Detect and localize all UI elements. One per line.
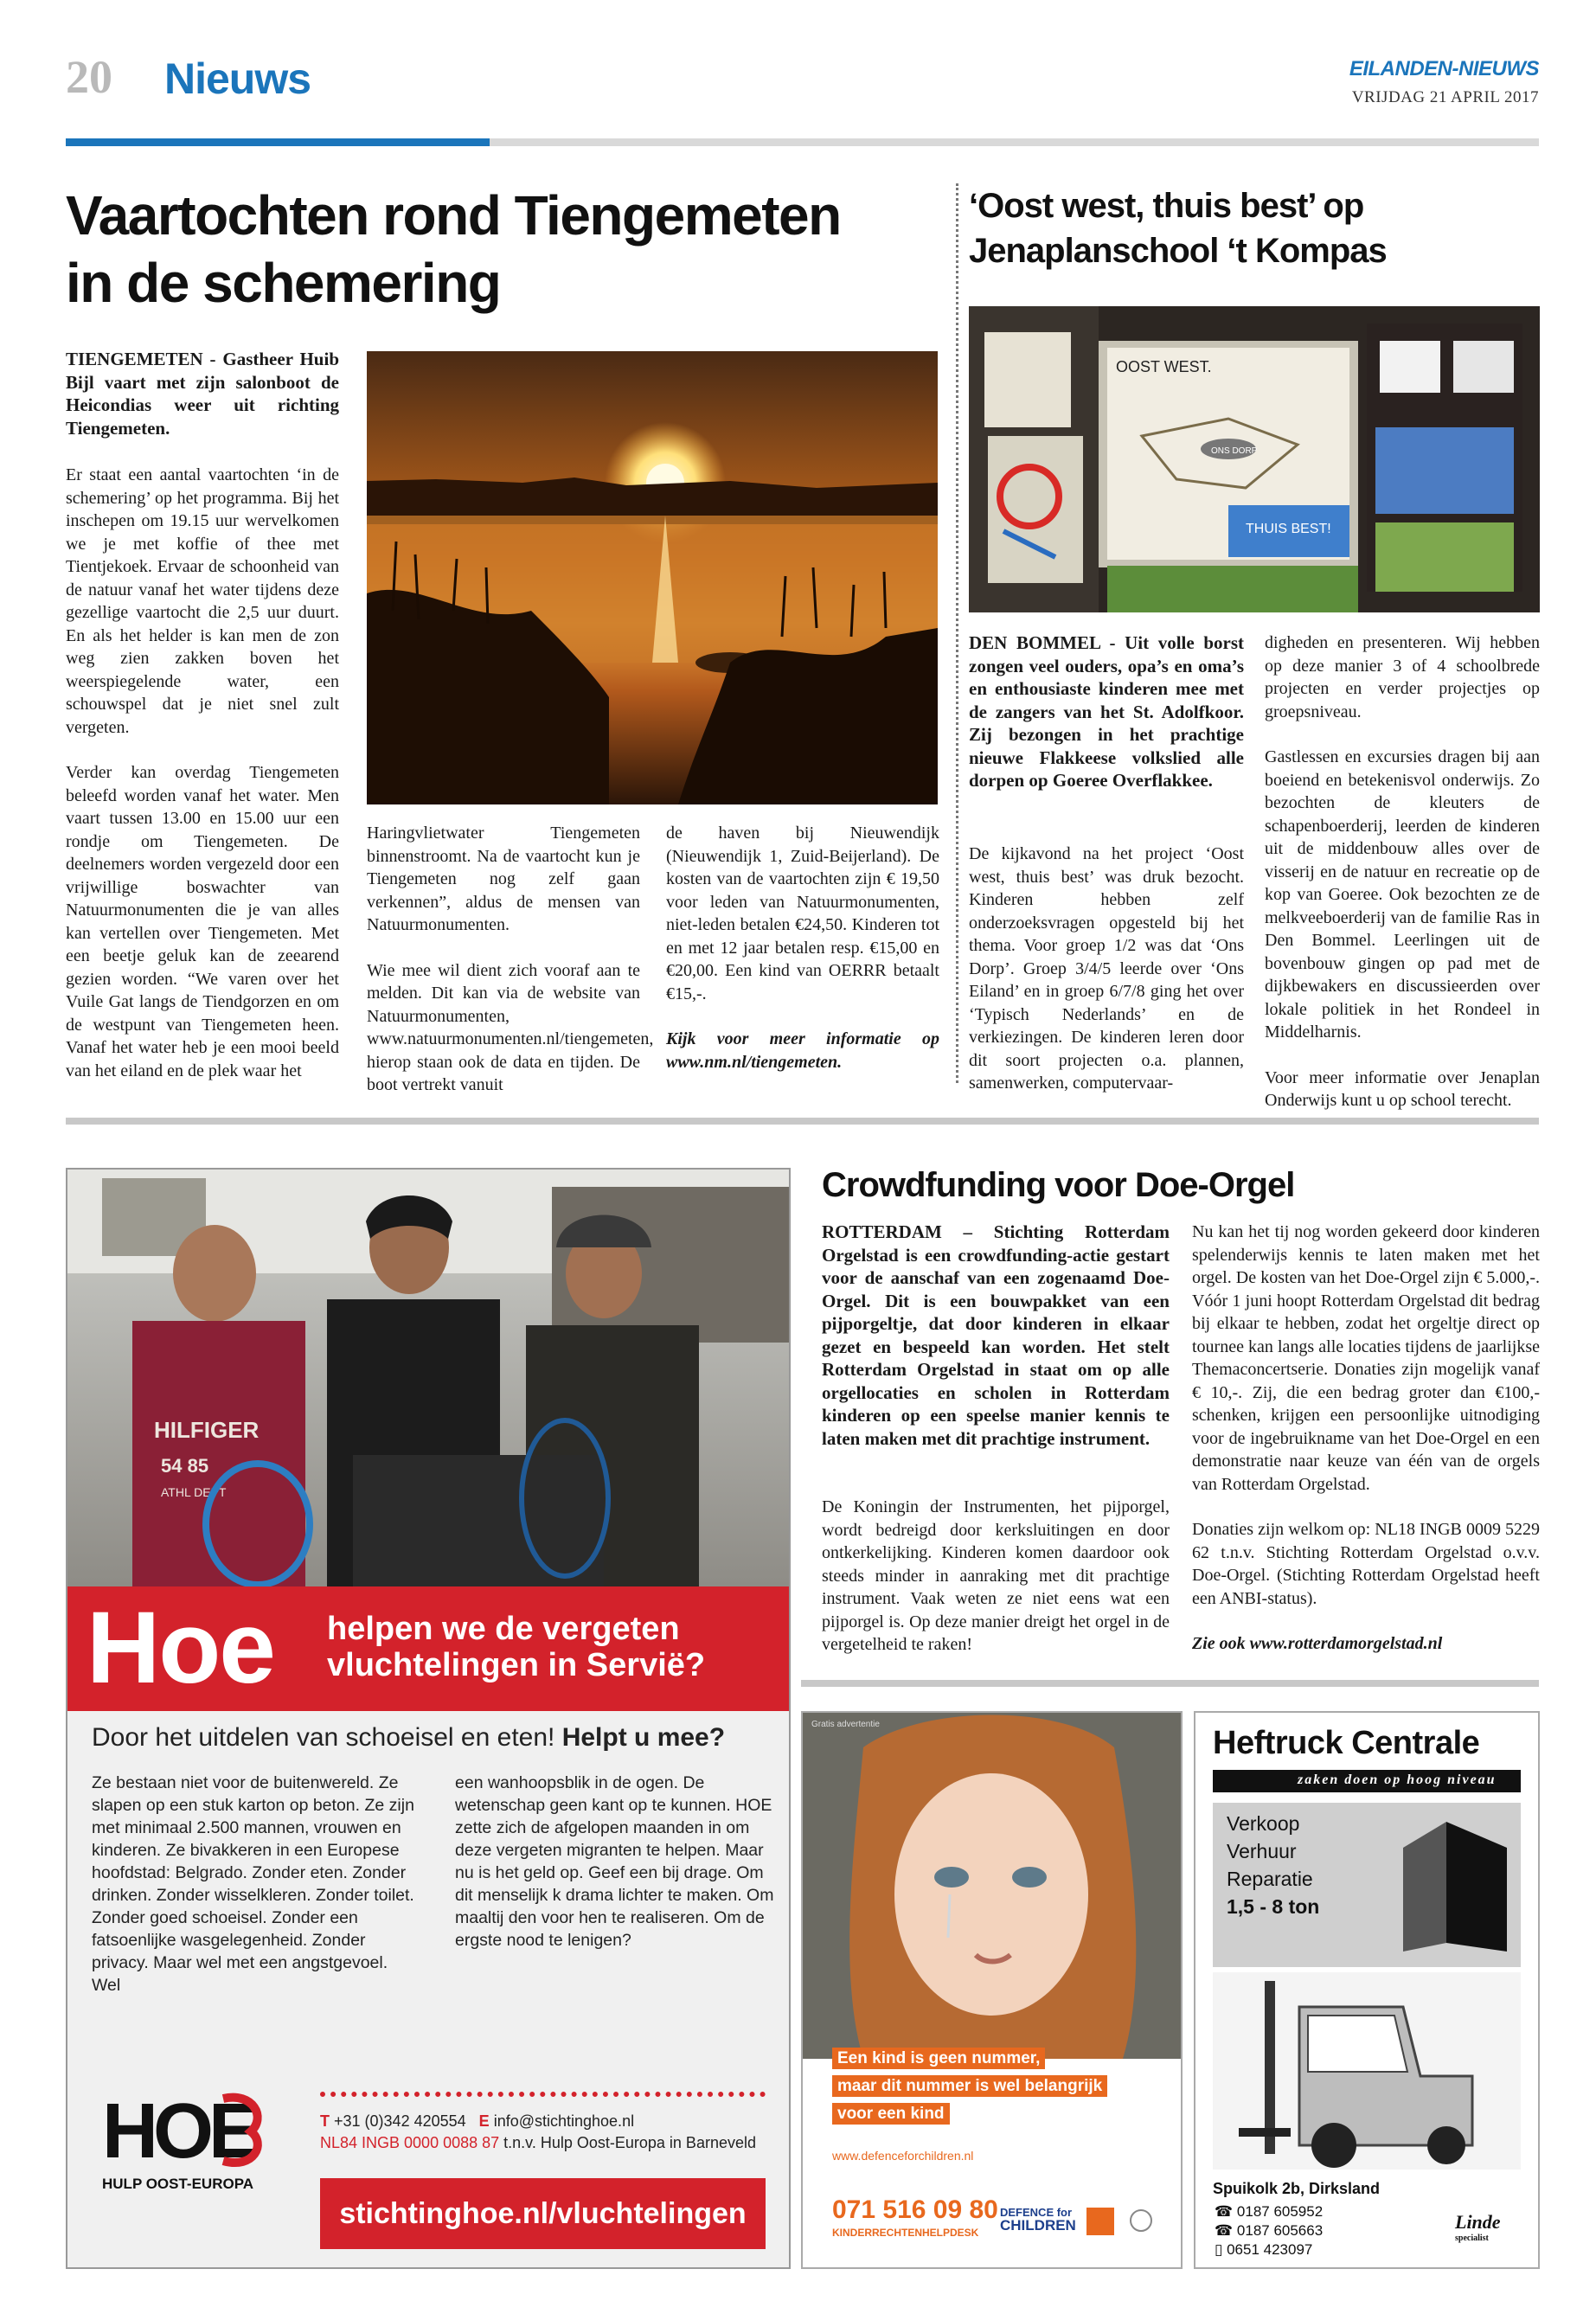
- hoe-url-button[interactable]: stichtinghoe.nl/vluchtelingen: [320, 2178, 766, 2249]
- photo-label: THUIS BEST!: [1246, 522, 1331, 536]
- section-title: Nieuws: [164, 54, 311, 103]
- heftruck-address: Spuikolk 2b, Dirksland: [1213, 2180, 1381, 2197]
- article-headline: Vaartochten rond Tiengemeten in de schemering: [66, 184, 841, 314]
- girl-photo: [803, 1713, 1181, 2059]
- girl-image: [803, 1713, 1181, 2059]
- hoe-logo-mark: [102, 2083, 275, 2170]
- paragraph: Donaties zijn welkom op: NL18 INGB 0009 5229 62 t.n.v. Stichting Rotterdam Orgelstad o.v.v. Doe-Orgel. (Stichting Rotterdam Orgelstad heeft een ANBI-status).: [1192, 1520, 1540, 1608]
- certification-icon: [1130, 2209, 1152, 2232]
- heftruck-services: Verkoop Verhuur Reparatie 1,5 - 8 ton: [1227, 1812, 1320, 1918]
- heftruck-centrale-ad: [1194, 1711, 1540, 2269]
- article-oost-west: [969, 183, 1540, 1110]
- section-rule: [66, 1118, 1539, 1125]
- hoe-text-col-1: Ze bestaan niet voor de buitenwereld. Ze slapen op een stuk karton op beton. Ze zijn met minimaal 2.500 mannen, vrouwen en kinderen. Ze bivakkeren in een Europese hoofdstad: Belgrado. Zonder eten. Zonder drinken. Zonder wisselkleren. Zonder toilet. Zonder goed schoeisel. Zonder een fatsoenlijke wasgelegenheid. Zonder privacy. Maar wel met een angstgevoel. Wel: [92, 1773, 414, 1995]
- defence-logo-icon: [1086, 2208, 1114, 2235]
- hoe-tagline: helpen we de vergeten vluchtelingen in Servië?: [327, 1611, 706, 1683]
- hoe-contact: T +31 (0)342 420554 E info@stichtinghoe.nl NL84 INGB 0000 0088 87 t.n.v. Hulp Oost-Europa in Barneveld: [320, 2112, 756, 2151]
- kid-ad-url[interactable]: www.defenceforchildren.nl: [832, 2149, 974, 2163]
- issue-date: VRIJDAG 21 APRIL 2017: [1351, 88, 1539, 106]
- paragraph-link[interactable]: Kijk voor meer informatie op www.nm.nl/tiengemeten.: [666, 1029, 939, 1072]
- paragraph: Gastlessen en excursies dragen bij aan boeiend en betekenisvol onderwijs. Zo bezochten de kleuters de schapenboerderij, leerden de kinderen uit de middenbouw alles over de visserij en de natuur en recreatie op de kop van Goeree. Ook bezochten ze de melkveeboerderij van de familie Ras in Den Bommel. Leerlingen uit de bovenbouw gingen op pad met de dijkbewakers en discussieerden over lokale politiek in het Rondeel in Middelharnis.: [1265, 747, 1540, 1042]
- hoe-subheading: Door het uitdelen van schoeisel en eten! Helpt u mee?: [92, 1723, 726, 1752]
- photo-label: OOST WEST.: [1116, 358, 1212, 375]
- paragraph: Er staat een aantal vaartochten ‘in de schemering’ op het programma. Bij het inschepen om 19.15 uur wervelkomen we je met koffie of thee met Tientjekoek. Ervaar de schoonheid van de natuur vanaf het water tijdens deze gezellige vaartocht die 2,5 uur duurt. En als het helder is kan men de zon weg zien zakken boven het weerspiegelende water, een schouwspel dat je niet snel zult vergeten.: [66, 465, 339, 737]
- refugees-photo: [67, 1170, 789, 1586]
- hoe-text-col-2: een wanhoopsblik in de ogen. De wetenschap geen kant op te kunnen. HOE zette zich de afgelopen maanden in om deze vergeten migranten te helpen. Maar nu is het geld op. Geef een bij drage. Om dit menselijk k drama lichter te maken. Om maaltij den voor hen te realiseren. Om de ergste nood te lenigen?: [455, 1773, 774, 1950]
- email-link[interactable]: info@stichtinghoe.nl: [493, 2112, 635, 2130]
- article-lead: DEN BOMMEL - Uit volle borst zongen veel ouders, opa’s en oma’s en enthousiaste kinderen mee met de zangers van het St. Adolfkoor. Zij bezongen in het prachtige nieuwe Flakkeese volkslied alle dorpen op Goeree Overflakkee.: [969, 632, 1244, 791]
- svg-text:HOE: HOE: [102, 2088, 256, 2170]
- photo-label: ONS DORP: [1211, 446, 1258, 456]
- phone-icon: ☎: [1215, 2222, 1237, 2239]
- classroom-image: [969, 306, 1540, 612]
- mobile-icon: ▯: [1215, 2241, 1227, 2258]
- kid-ad-slogan: Een kind is geen nummer, maar dit nummer is wel belangrijk voor een kind: [832, 2045, 1107, 2128]
- paragraph: de haven bij Nieuwendijk (Nieuwendijk 1, Zuid-Beijerland). De kosten van de vaartochten zijn € 19,50 voor leden van Natuurmonumenten, niet-leden betalen €24,50. Kinderen tot en met 12 jaar betalen resp. €15,00 en €20,00. Een kind van OERRR betaalt €15,-.: [666, 824, 939, 1003]
- header-rule-accent: [66, 138, 490, 146]
- defence-for-children-ad: [801, 1711, 1183, 2269]
- article-column-1: [969, 843, 1244, 1118]
- article-column-2: [1192, 1221, 1540, 1678]
- paragraph-link[interactable]: Zie ook www.rotterdamorgelstad.nl: [1192, 1634, 1443, 1653]
- section-rule: [801, 1680, 1539, 1687]
- classroom-photo: [969, 306, 1540, 612]
- paragraph: De Koningin der Instrumenten, het pijporgel, wordt bedreigd door kerksluitingen en door ontkerkelijking. Kinderen komen daardoor ook steeds minder in aanraking met dit prachtige instrument. Vaak weten ze niet eens wat een pijporgel is. Op deze manier dreigt het orgel in de vergetelheid te raken!: [822, 1497, 1170, 1654]
- ad-tag: Gratis advertentie: [811, 1720, 880, 1729]
- forklift-image: [1213, 1972, 1521, 2170]
- hoe-body: [67, 1711, 789, 2267]
- shirt-text: 54 85: [161, 1455, 209, 1477]
- phone-link[interactable]: +31 (0)342 420554: [334, 2112, 466, 2130]
- paragraph: digheden en presenteren. Wij hebben op deze manier 3 of 4 schoolbrede projecten en verder projectjes op groepsniveau.: [1265, 633, 1540, 721]
- shirt-text: ATHL DEPT: [161, 1485, 227, 1499]
- sunset-image: [367, 351, 938, 804]
- heftruck-phones[interactable]: ☎ 0187 605952 ☎ 0187 605663 ▯ 0651 423097: [1215, 2203, 1324, 2258]
- paragraph: Haringvlietwater Tiengemeten binnenstroomt. Na de vaartocht kun je Tiengemeten nog zelf gaan verkennen”, aldus de mensen van Natuurmonumenten.: [367, 824, 640, 934]
- article-column-2: [1265, 631, 1540, 1135]
- newspaper-logo: EILANDEN-NIEUWS: [1349, 57, 1539, 80]
- hoe-logo-subtitle: HULP OOST-EUROPA: [102, 2176, 254, 2192]
- paragraph: Voor meer informatie over Jenaplan Onderwijs kunt u op school terecht.: [1265, 1067, 1540, 1110]
- dotted-divider: [320, 2092, 766, 2097]
- article-column-3: [666, 822, 939, 1096]
- hoe-advertisement: [66, 1168, 791, 2269]
- linde-logo: Linde specialist: [1455, 2211, 1501, 2243]
- phone-icon: ☎: [1215, 2203, 1237, 2220]
- defence-logo: DEFENCE for CHILDREN: [1000, 2206, 1076, 2234]
- kid-ad-phone[interactable]: 071 516 09 80: [832, 2195, 998, 2224]
- sunset-photo: [367, 351, 938, 804]
- kid-ad-phone-sub: KINDERRECHTENHELPDESK: [832, 2227, 979, 2239]
- article-lead: TIENGEMETEN - Gastheer Huib Bijl vaart met zijn salonboot de Heicondias weer uit richting Tiengemeten.: [66, 349, 339, 439]
- paragraph: Verder kan overdag Tiengemeten beleefd worden vanaf het water. Men vaart tussen 13.00 en 15.00 uur een rondje om Tiengemeten. De deelnemers worden vergezeld door een vrijwillige boswachter van Natuurmonumenten die je van alles kan vertellen over Tiengemeten. Met een beetje geluk kan de zeearend gezien worden. “We varen over het Vuile Gat langs de Tiendgorzen en om de westpunt van Tiengemeten heen. Vanaf het water heb je een mooi beeld van het eiland en de plek waar het: [66, 763, 339, 1080]
- heftruck-logo-icon: [1394, 1813, 1516, 1960]
- article-column-2: [367, 822, 654, 1119]
- article-column-1: [822, 1496, 1170, 1679]
- paragraph: Nu kan het tij nog worden gekeerd door kinderen spelenderwijs kennis te laten maken met het orgel. De kosten van het Doe-Orgel zijn € 5.000,-. Vóór 1 juni hoopt Rotterdam Orgelstad dit bedrag bij elkaar te hebben, zodat het orgeltje direct op tournee kan langs alle locaties tijdens de jaarlijkse Themaconcertserie. Donaties zijn mogelijk vanaf € 10,-. Zij, die een bedrag groter dan €100,- schenken, krijgen een persoonlijke uitnodiging voor de ingebruikname van het Doe-Orgel en een demonstratie naar keuze van één van de orgels van Rotterdam Orgelstad.: [1192, 1222, 1540, 1494]
- article-lead: ROTTERDAM – Stichting Rotterdam Orgelstad is een crowdfunding-actie gestart voor de aanschaf van een zogenaamd Doe-Orgel. Dit is een bouwpakket van een pijporgeltje, dat door kinderen in elkaar gezet en bespeeld kan worden. Het stelt Rotterdam Orgelstad in staat om op alle orgellocaties en scholen in Rotterdam kinderen op een speelse manier kennis te laten maken met dit prachtige instrument.: [822, 1221, 1170, 1449]
- shirt-text: HILFIGER: [154, 1417, 260, 1443]
- article-vaartochten: [66, 182, 939, 1094]
- page-number: 20: [66, 51, 112, 103]
- heftruck-slogan: zaken doen op hoog niveau: [1298, 1772, 1497, 1787]
- article-headline: Crowdfunding voor Doe-Orgel: [822, 1166, 1295, 1204]
- paragraph: De kijkavond na het project ‘Oost west, thuis best’ was druk bezocht. Kinderen hebben zelf onderzoeksvragen opgesteld bij het thema. Voor groep 1/2 was dat ‘Ons Dorp’. Groep 3/4/5 leerde over ‘Ons Eiland’ en in groep 6/7/8 ging het over ‘Typisch Nederlands’ en de verkiezingen. De kinderen leren door dit soort projecten o.a. plannen, samenwerken, computervaar-: [969, 844, 1244, 1093]
- article-headline: ‘Oost west, thuis best’ op Jenaplanschool ‘t Kompas: [969, 187, 1387, 270]
- hoe-banner: [67, 1586, 789, 1711]
- hoe-logo: [102, 2083, 275, 2213]
- paragraph: Wie mee wil dient zich vooraf aan te melden. Dit kan via de website van Natuurmonumenten, www.natuurmonumenten.nl/tiengemeten, hierop staan ook de data en tijden. De boot vertrekt vanuit: [367, 960, 654, 1094]
- article-crowdfunding: [822, 1163, 1540, 1682]
- column-divider: [956, 183, 958, 1083]
- hoe-big-word: Hoe: [87, 1591, 274, 1705]
- article-column-1: [66, 464, 339, 1105]
- refugees-image: [67, 1170, 789, 1586]
- heftruck-title: Heftruck Centrale: [1213, 1725, 1480, 1761]
